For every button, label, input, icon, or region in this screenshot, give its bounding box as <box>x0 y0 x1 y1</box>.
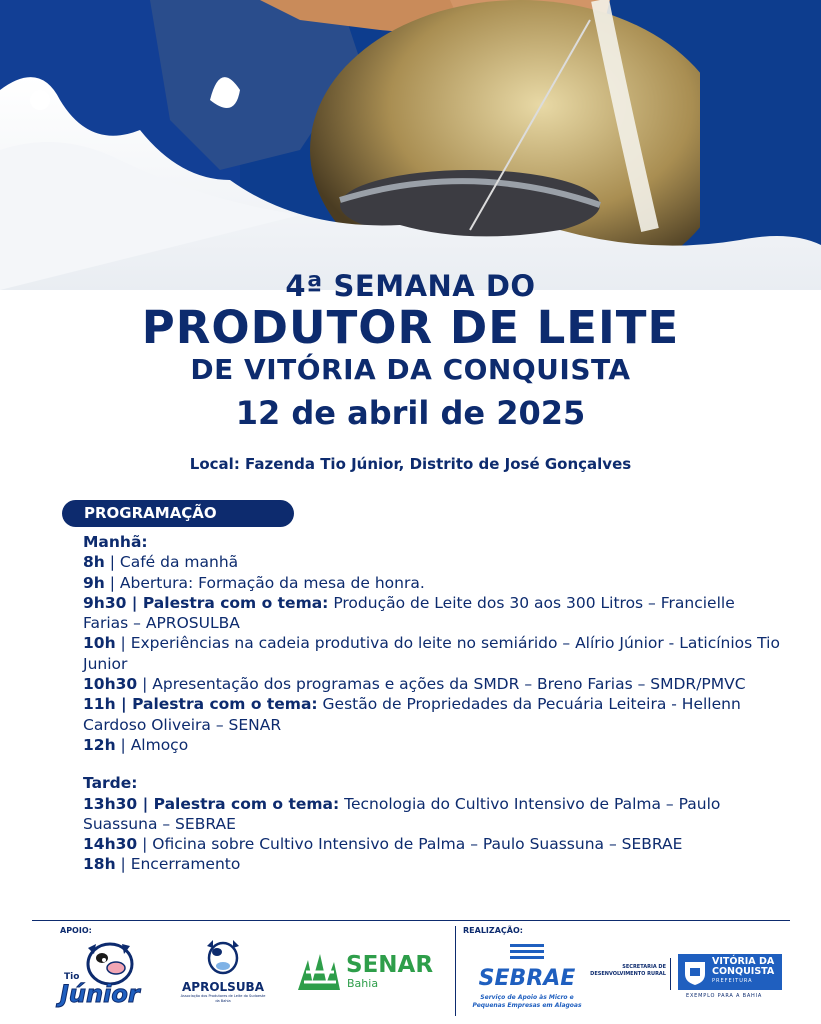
event-location: Local: Fazenda Tio Júnior, Distrito de José Gonçalves <box>189 455 632 473</box>
schedule-item <box>83 794 783 835</box>
footer-separator <box>455 926 456 1016</box>
title-block <box>0 268 821 436</box>
schedule-item <box>83 674 783 694</box>
secretaria-line-2: DESENVOLVIMENTO RURAL <box>590 971 666 977</box>
schedule-time: 9h30 <box>83 593 127 612</box>
secretaria-line-1: SECRETARIA DE <box>622 964 666 970</box>
edition-heading: 4ª SEMANA DO <box>285 269 536 303</box>
sebrae-subtitle-2: Pequenas Empresas em Alagoas <box>472 1002 582 1009</box>
schedule-item <box>83 834 783 854</box>
schedule-description: Café da manhã <box>119 553 239 572</box>
apoio-label: APOIO: <box>60 926 92 935</box>
schedule-time: 8h <box>83 553 105 572</box>
tio-junior-top: Tio <box>64 972 80 982</box>
schedule-time: 12h <box>83 735 116 754</box>
schedule-topic-label: Palestra com o tema: <box>132 695 318 714</box>
schedule-topic-label: Palestra com o tema: <box>153 794 340 813</box>
schedule-description: Produção de Leite dos 30 aos 300 Litros – Francielle Farias – APROSULBA <box>83 593 735 633</box>
schedule-time: 9h <box>83 573 105 592</box>
senar-text: SENAR <box>346 952 434 978</box>
afternoon-list <box>83 794 783 875</box>
schedule-description: Apresentação dos programas e ações da SMDR – Breno Farias – SMDR/PMVC <box>152 675 746 694</box>
schedule-item <box>83 854 783 874</box>
main-title: PRODUTOR DE LEITE <box>141 301 680 354</box>
secretaria-divider <box>670 958 671 990</box>
senar-subtitle: Bahia <box>347 977 379 990</box>
afternoon-label: Tarde: <box>83 774 138 793</box>
schedule-time: 14h30 <box>83 835 138 854</box>
schedule-separator: | <box>115 855 131 874</box>
event-date: 12 de abril de 2025 <box>235 394 586 432</box>
schedule-separator: | <box>104 553 120 572</box>
sebrae-logo <box>472 942 582 1014</box>
schedule-time: 18h <box>83 855 116 874</box>
schedule-item <box>83 694 783 735</box>
schedule-separator: | <box>137 794 154 813</box>
sebrae-stripes-icon <box>472 942 582 964</box>
aprolsuba-subtitle: Associação dos Produtores de Leite do Sudoeste da Bahia <box>180 994 266 1003</box>
schedule-description: Almoço <box>130 735 189 754</box>
schedule-description: Encerramento <box>130 855 241 874</box>
schedule-item <box>83 633 783 674</box>
schedule-time: 10h <box>83 634 116 653</box>
realizacao-label: REALIZAÇÃO: <box>463 926 523 935</box>
cow-head-icon <box>201 938 245 976</box>
schedule <box>83 532 783 875</box>
aprolsuba-text: APROLSUBA <box>182 980 264 994</box>
morning-list <box>83 552 783 755</box>
schedule-item <box>83 735 783 755</box>
vdc-line-3: PREFEITURA <box>712 978 753 984</box>
vdc-logo <box>678 954 783 1000</box>
schedule-item <box>83 552 783 572</box>
schedule-separator: | <box>115 695 133 714</box>
schedule-item <box>83 593 783 634</box>
schedule-separator: | <box>115 634 131 653</box>
schedule-description: Oficina sobre Cultivo Intensivo de Palma – Paulo Suassuna – SEBRAE <box>152 835 683 854</box>
schedule-separator: | <box>137 675 153 694</box>
vdc-slogan: EXEMPLO PARA A BAHIA <box>686 993 763 999</box>
schedule-description: Gestão de Propriedades da Pecuária Leiteira - Hellenn Cardoso Oliveira – SENAR <box>83 695 741 734</box>
schedule-description: Experiências na cadeia produtiva do leite no semiárido – Alírio Júnior - Laticínios Tio Junior <box>83 634 780 673</box>
schedule-description: Tecnologia do Cultivo Intensivo de Palma – Paulo Suassuna – SEBRAE <box>83 794 721 833</box>
city-subtitle: DE VITÓRIA DA CONQUISTA <box>190 353 631 386</box>
tio-junior-text: Júnior <box>60 980 140 1008</box>
schedule-topic-label: Palestra com o tema: <box>142 593 329 612</box>
aprolsuba-logo <box>178 938 268 1010</box>
city-crest-icon <box>682 958 708 986</box>
schedule-separator: | <box>126 593 143 612</box>
schedule-time: 10h30 <box>83 675 138 694</box>
programacao-badge: PROGRAMAÇÃO <box>62 500 294 527</box>
schedule-separator: | <box>115 735 131 754</box>
morning-label: Manhã: <box>83 533 148 551</box>
footer-divider <box>32 920 790 921</box>
senar-wheat-icon <box>296 952 342 992</box>
hero-photo <box>0 0 821 290</box>
vdc-line-1: VITÓRIA DA <box>712 956 775 967</box>
sebrae-subtitle-1: Serviço de Apoio às Micro e <box>480 994 574 1001</box>
schedule-item <box>83 573 783 593</box>
vdc-line-2: CONQUISTA <box>712 966 775 977</box>
schedule-separator: | <box>137 835 153 854</box>
sebrae-text: SEBRAE <box>478 966 576 991</box>
schedule-time: 13h30 <box>83 794 138 813</box>
senar-logo <box>296 950 436 1000</box>
secretaria-label <box>588 964 666 978</box>
tio-junior-logo <box>58 938 158 1010</box>
schedule-description: Abertura: Formação da mesa de honra. <box>119 573 425 592</box>
schedule-time: 11h <box>83 695 116 714</box>
schedule-separator: | <box>104 573 120 592</box>
